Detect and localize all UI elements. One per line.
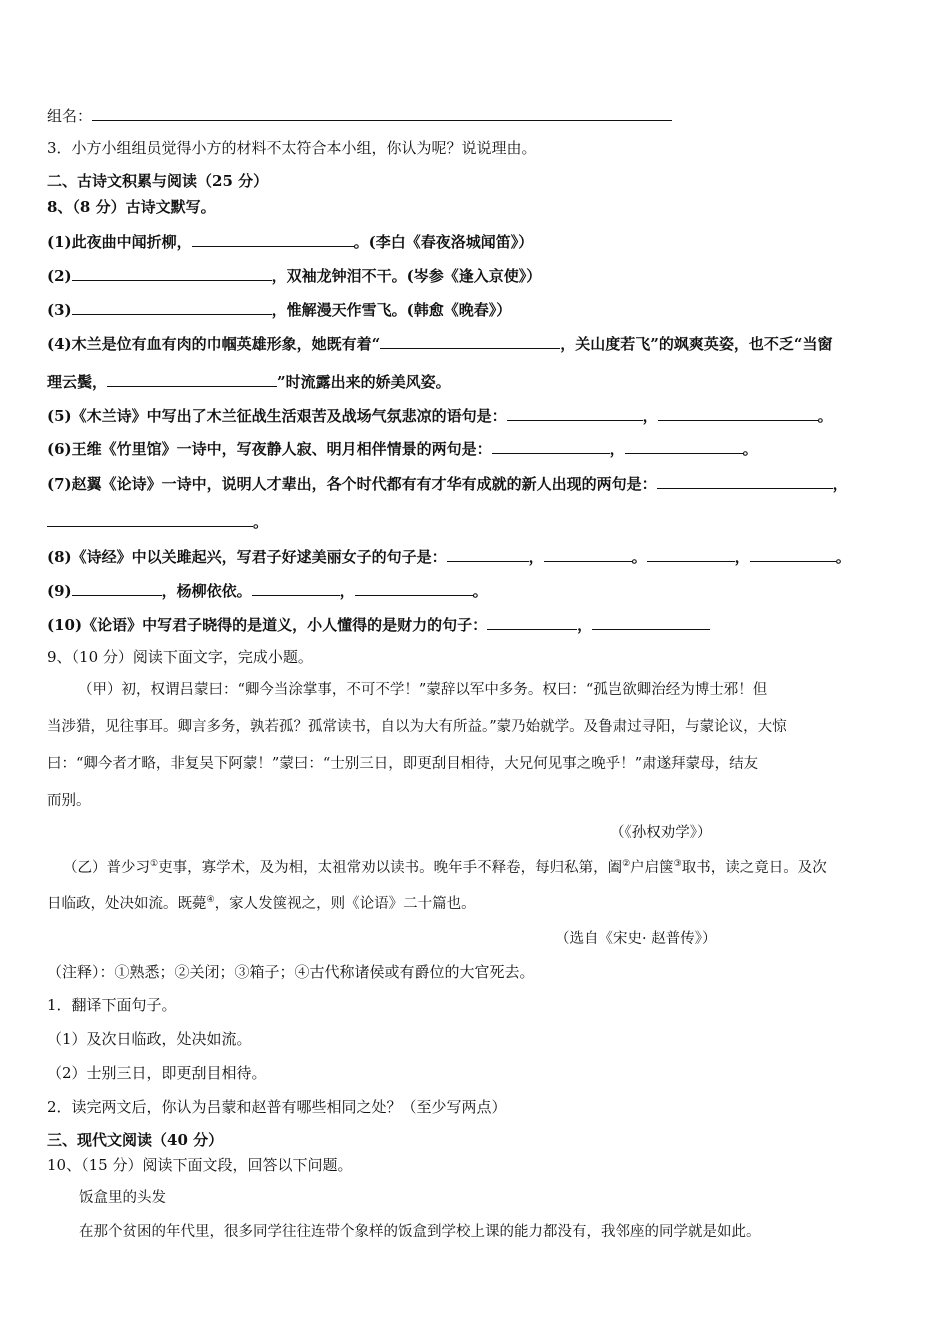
annotations: （注释）：①熟悉；②关闭；③箱子；④古代称诸侯或有爵位的大官死去。 — [47, 963, 535, 981]
q8-line-5: (5)《木兰诗》中写出了木兰征战生活艰苦及战场气氛悲凉的语句是： ， 。 — [47, 404, 833, 426]
section-2-title: 二、古诗文积累与阅读（25 分） — [47, 172, 269, 190]
q8-line-8: (8)《诗经》中以关雎起兴，写君子好逑美丽女子的句子是： ， 。 ， 。 — [47, 545, 851, 567]
q8-blank-10b[interactable] — [592, 613, 710, 630]
note-marker-1: ① — [150, 859, 159, 870]
q8-line-7-cont: 。 — [47, 510, 268, 532]
q8-line-4-cont: 理云鬓， ”时流露出来的娇美风姿。 — [47, 370, 451, 392]
group-name-blank[interactable] — [92, 104, 672, 121]
q8-line-9: (9) ，杨柳依依。 ， 。 — [47, 579, 488, 601]
jia-source: （《孙权劝学》） — [610, 825, 712, 841]
section-3-title: 三、现代文阅读（40 分） — [47, 1131, 224, 1149]
jia-line-1: （甲）初，权谓吕蒙曰：“卿今当涂掌事，不可不学！”蒙辞以军中多务。权曰：“孤岂欲卿治经为博士邪！但 — [78, 682, 768, 698]
q8-blank-6a[interactable] — [492, 437, 610, 454]
q8-blank-8d[interactable] — [750, 545, 836, 562]
note-marker-2: ② — [622, 859, 631, 870]
q8-blank-3[interactable] — [72, 298, 272, 315]
q8-blank-4a[interactable] — [380, 332, 560, 349]
yi-source: （选自《宋史· 赵普传》） — [555, 931, 717, 947]
q8-blank-2[interactable] — [72, 264, 272, 281]
subquestion-1-1: （1）及次日临政，处决如流。 — [47, 1030, 252, 1048]
q8-line-2: (2) ，双袖龙钟泪不干。(岑参《逢入京使》） — [47, 264, 541, 286]
subquestion-2: 2．读完两文后，你认为吕蒙和赵普有哪些相同之处？（至少写两点） — [47, 1098, 507, 1116]
yi-line-2: 日临政，处决如流。既薨④，家人发箧视之，则《论语》二十篇也。 — [47, 895, 476, 912]
q8-blank-1[interactable] — [192, 230, 354, 247]
q8-blank-5b[interactable] — [658, 404, 818, 421]
q8-blank-9b[interactable] — [252, 579, 340, 596]
group-name-line — [47, 104, 672, 126]
jia-line-4: 而别。 — [47, 793, 91, 809]
note-marker-4: ④ — [206, 895, 215, 906]
q8-blank-8c[interactable] — [647, 545, 735, 562]
group-name-label: 组名： — [47, 107, 93, 125]
passage-title: 饭盒里的头发 — [79, 1190, 166, 1206]
q8-line-1: (1)此夜曲中闻折柳， 。(李白《春夜洛城闻笛》） — [47, 230, 533, 252]
q8-blank-10a[interactable] — [487, 613, 577, 630]
q8-blank-7b[interactable] — [47, 510, 253, 527]
jia-line-2: 当涉猎，见往事耳。卿言多务，孰若孤？孤常读书，自以为大有所益。”蒙乃始就学。及鲁肃过寻阳，与蒙论议，大惊 — [47, 719, 787, 735]
q8-blank-8a[interactable] — [447, 545, 529, 562]
q8-blank-5a[interactable] — [507, 404, 643, 421]
q8-line-6: (6)王维《竹里馆》一诗中，写夜静人寂、明月相伴情景的两句是： ， 。 — [47, 437, 758, 459]
jia-line-3: 曰：“卿今者才略，非复吴下阿蒙！”蒙曰：“士别三日，即更刮目相待，大兄何见事之晚乎！”肃遂拜蒙母，结友 — [47, 756, 759, 772]
q8-line-3: (3) ，惟解漫天作雪飞。(韩愈《晚春》） — [47, 298, 511, 320]
question-3: 3．小方小组组员觉得小方的材料不太符合本小组，你认为呢？说说理由。 — [47, 139, 537, 157]
q8-blank-7a[interactable] — [657, 472, 833, 489]
q8-blank-8b[interactable] — [544, 545, 632, 562]
question-10-header: 10、（15 分）阅读下面文段，回答以下问题。 — [47, 1156, 353, 1174]
subquestion-1: 1．翻译下面句子。 — [47, 996, 177, 1014]
q8-line-10: (10)《论语》中写君子晓得的是道义，小人懂得的是财力的句子： ， — [47, 613, 710, 635]
q8-blank-9a[interactable] — [72, 579, 162, 596]
q8-line-7: (7)赵翼《论诗》一诗中，说明人才辈出，各个时代都有有才华有成就的新人出现的两句是： ， — [47, 472, 848, 494]
question-9-header: 9、（10 分）阅读下面文字，完成小题。 — [47, 648, 313, 666]
q8-blank-9c[interactable] — [355, 579, 473, 596]
q8-blank-4b[interactable] — [107, 370, 277, 387]
subquestion-1-2: （2）士别三日，即更刮目相待。 — [47, 1064, 267, 1082]
passage-paragraph-1: 在那个贫困的年代里，很多同学往往连带个象样的饭盒到学校上课的能力都没有，我邻座的同学就是如此。 — [79, 1224, 761, 1240]
q8-blank-6b[interactable] — [625, 437, 743, 454]
note-marker-3: ③ — [673, 859, 682, 870]
q8-line-4: (4)木兰是位有血有肉的巾帼英雄形象，她既有着“ ，关山度若飞”的飒爽英姿，也不乏“当窗 — [47, 332, 833, 354]
yi-line-1: （乙）普少习①吏事，寡学术，及为相，太祖常劝以读书。晚年手不释卷，每归私第，阖②户启箧③取书，读之竟日。及次 — [63, 859, 827, 876]
question-8-header: 8、（8 分）古诗文默写。 — [47, 198, 216, 216]
